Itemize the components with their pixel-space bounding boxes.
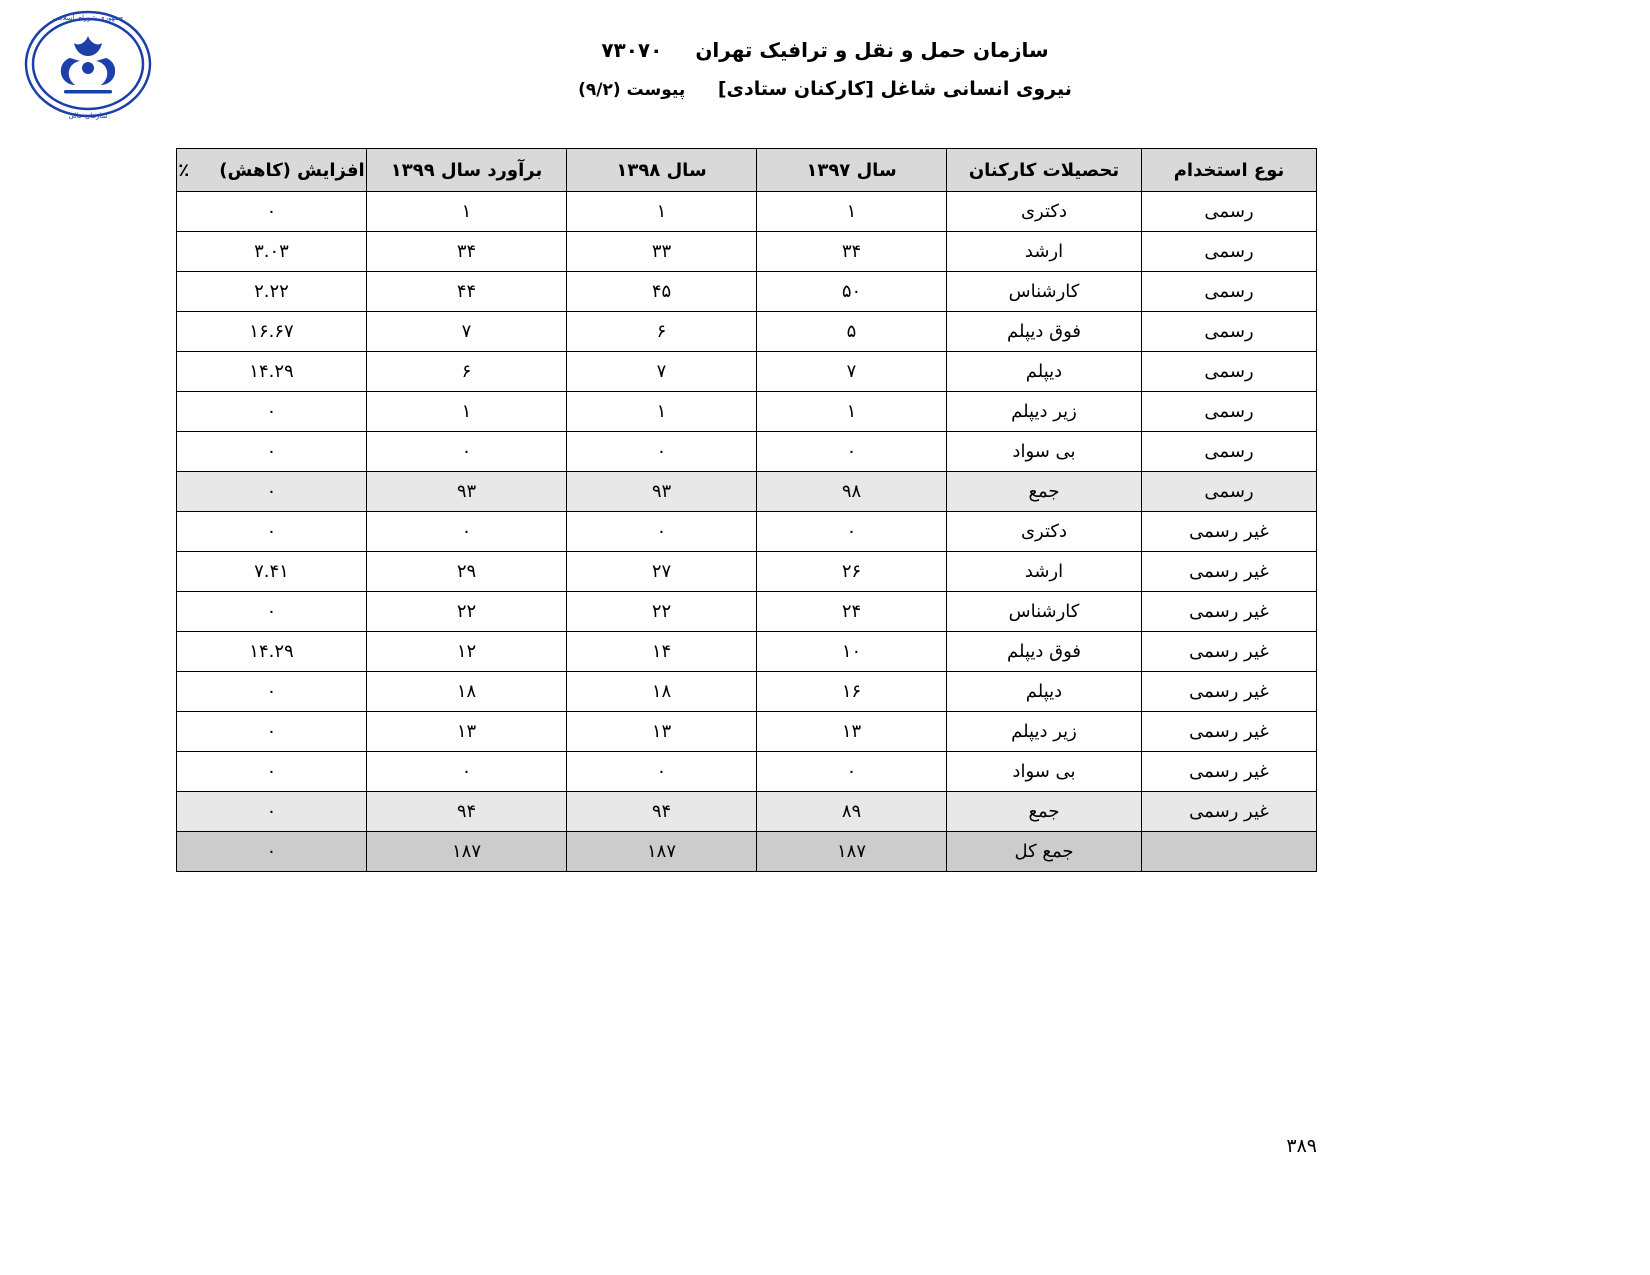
cell-change-percent: ۱۴.۲۹: [177, 352, 367, 392]
cell-education: دکتری: [947, 512, 1142, 552]
table-row: [177, 512, 1317, 552]
cell-estimate-1399: ۱: [367, 192, 567, 232]
cell-estimate-1399: ۳۴: [367, 232, 567, 272]
cell-estimate-1399: ۲۲: [367, 592, 567, 632]
cell-estimate-1399: ۱۸: [367, 672, 567, 712]
cell-change-percent: ۰: [177, 672, 367, 712]
cell-year-1397: ۱: [757, 192, 947, 232]
cell-year-1397: ۲۴: [757, 592, 947, 632]
table-row: [177, 752, 1317, 792]
cell-year-1397: ۰: [757, 512, 947, 552]
cell-estimate-1399: ۷: [367, 312, 567, 352]
cell-employment-type: غیر رسمی: [1142, 552, 1317, 592]
cell-year-1397: ۵۰: [757, 272, 947, 312]
cell-year-1397: ۳۴: [757, 232, 947, 272]
cell-change-percent: ۲.۲۲: [177, 272, 367, 312]
cell-change-percent: ۰: [177, 192, 367, 232]
cell-year-1398: ۱۸۷: [567, 832, 757, 872]
cell-year-1397: ۱۰: [757, 632, 947, 672]
cell-employment-type: رسمی: [1142, 192, 1317, 232]
cell-estimate-1399: ۹۳: [367, 472, 567, 512]
cell-education: ارشد: [947, 232, 1142, 272]
cell-employment-type: رسمی: [1142, 472, 1317, 512]
cell-employment-type: رسمی: [1142, 352, 1317, 392]
cell-employment-type: رسمی: [1142, 232, 1317, 272]
cell-year-1398: ۰: [567, 512, 757, 552]
cell-education: کارشناس: [947, 592, 1142, 632]
header-title-line: [0, 38, 1650, 62]
table-row: [177, 352, 1317, 392]
cell-change-percent: ۰: [177, 472, 367, 512]
cell-estimate-1399: ۰: [367, 512, 567, 552]
document-header: [0, 38, 1650, 100]
cell-year-1397: ۷: [757, 352, 947, 392]
cell-change-percent: ۰: [177, 792, 367, 832]
cell-estimate-1399: ۰: [367, 432, 567, 472]
cell-education: زیر دیپلم: [947, 392, 1142, 432]
table-row: [177, 792, 1317, 832]
percent-symbol: ٪: [178, 159, 190, 181]
cell-education: بی سواد: [947, 752, 1142, 792]
header-subtitle-line: [0, 78, 1650, 100]
table-row: [177, 832, 1317, 872]
table-row: [177, 632, 1317, 672]
report-table-wrapper: [177, 148, 1317, 872]
cell-employment-type: رسمی: [1142, 432, 1317, 472]
cell-employment-type: غیر رسمی: [1142, 592, 1317, 632]
cell-year-1398: ۱۸: [567, 672, 757, 712]
cell-year-1397: ۱۸۷: [757, 832, 947, 872]
cell-estimate-1399: ۱۲: [367, 632, 567, 672]
cell-year-1397: ۱۳: [757, 712, 947, 752]
cell-estimate-1399: ۱۳: [367, 712, 567, 752]
cell-employment-type: [1142, 832, 1317, 872]
cell-year-1398: ۲۷: [567, 552, 757, 592]
table-row: [177, 712, 1317, 752]
cell-education: بی سواد: [947, 432, 1142, 472]
cell-year-1398: ۱۴: [567, 632, 757, 672]
cell-year-1398: ۰: [567, 432, 757, 472]
appendix-label: پیوست (۹/۲): [578, 80, 686, 100]
cell-education: کارشناس: [947, 272, 1142, 312]
table-header-row: [177, 149, 1317, 192]
cell-year-1398: ۳۳: [567, 232, 757, 272]
table-body: [177, 192, 1317, 872]
document-code: ۷۳۰۷۰: [601, 38, 663, 62]
cell-change-percent: ۱۴.۲۹: [177, 632, 367, 672]
cell-employment-type: رسمی: [1142, 272, 1317, 312]
table-row: [177, 232, 1317, 272]
col-header-change-percent: [177, 149, 367, 192]
workforce-table: [176, 148, 1317, 872]
table-row: [177, 312, 1317, 352]
cell-education: دیپلم: [947, 672, 1142, 712]
cell-employment-type: غیر رسمی: [1142, 752, 1317, 792]
col-header-year-1398: سال ۱۳۹۸: [567, 149, 757, 192]
cell-year-1398: ۱: [567, 392, 757, 432]
cell-change-percent: ۰: [177, 832, 367, 872]
cell-estimate-1399: ۱۸۷: [367, 832, 567, 872]
cell-year-1397: ۰: [757, 752, 947, 792]
cell-employment-type: غیر رسمی: [1142, 792, 1317, 832]
cell-employment-type: غیر رسمی: [1142, 672, 1317, 712]
change-percent-label: افزایش (کاهش): [219, 159, 365, 181]
table-row: [177, 272, 1317, 312]
cell-year-1397: ۹۸: [757, 472, 947, 512]
svg-text:جمهوری شورای اسلامی: جمهوری شورای اسلامی: [52, 14, 124, 22]
col-header-year-1397: سال ۱۳۹۷: [757, 149, 947, 192]
table-row: [177, 592, 1317, 632]
page-number: ۳۸۹: [1286, 1135, 1317, 1157]
cell-year-1398: ۴۵: [567, 272, 757, 312]
cell-year-1398: ۱۳: [567, 712, 757, 752]
cell-employment-type: رسمی: [1142, 392, 1317, 432]
cell-change-percent: ۳.۰۳: [177, 232, 367, 272]
cell-change-percent: ۰: [177, 392, 367, 432]
cell-education: زیر دیپلم: [947, 712, 1142, 752]
cell-education: جمع: [947, 472, 1142, 512]
table-row: [177, 392, 1317, 432]
cell-year-1398: ۷: [567, 352, 757, 392]
cell-change-percent: ۰: [177, 432, 367, 472]
cell-employment-type: غیر رسمی: [1142, 512, 1317, 552]
table-row: [177, 552, 1317, 592]
cell-change-percent: ۰: [177, 592, 367, 632]
cell-estimate-1399: ۶: [367, 352, 567, 392]
document-subtitle: نیروی انسانی شاغل [کارکنان ستادی]: [717, 78, 1072, 100]
cell-education: جمع: [947, 792, 1142, 832]
cell-estimate-1399: ۴۴: [367, 272, 567, 312]
cell-year-1397: ۱۶: [757, 672, 947, 712]
col-header-employment-type: نوع استخدام: [1142, 149, 1317, 192]
cell-year-1398: ۹۳: [567, 472, 757, 512]
cell-year-1398: ۹۴: [567, 792, 757, 832]
cell-estimate-1399: ۲۹: [367, 552, 567, 592]
cell-year-1397: ۰: [757, 432, 947, 472]
table-row: [177, 472, 1317, 512]
cell-estimate-1399: ۱: [367, 392, 567, 432]
cell-employment-type: غیر رسمی: [1142, 632, 1317, 672]
cell-estimate-1399: ۹۴: [367, 792, 567, 832]
cell-employment-type: رسمی: [1142, 312, 1317, 352]
cell-education: ارشد: [947, 552, 1142, 592]
table-row: [177, 192, 1317, 232]
cell-year-1397: ۸۹: [757, 792, 947, 832]
cell-education: فوق دیپلم: [947, 632, 1142, 672]
cell-education: دیپلم: [947, 352, 1142, 392]
cell-year-1398: ۲۲: [567, 592, 757, 632]
cell-education: جمع کل: [947, 832, 1142, 872]
col-header-education: تحصیلات کارکنان: [947, 149, 1142, 192]
cell-education: فوق دیپلم: [947, 312, 1142, 352]
cell-change-percent: ۰: [177, 752, 367, 792]
cell-year-1397: ۵: [757, 312, 947, 352]
cell-change-percent: ۰: [177, 512, 367, 552]
cell-employment-type: غیر رسمی: [1142, 712, 1317, 752]
organization-name: سازمان حمل و نقل و ترافیک تهران: [695, 38, 1049, 62]
table-row: [177, 672, 1317, 712]
cell-estimate-1399: ۰: [367, 752, 567, 792]
cell-change-percent: ۷.۴۱: [177, 552, 367, 592]
svg-text:سازمان عالی: سازمان عالی: [68, 112, 108, 120]
table-row: [177, 432, 1317, 472]
col-header-estimate-1399: برآورد سال ۱۳۹۹: [367, 149, 567, 192]
cell-education: دکتری: [947, 192, 1142, 232]
cell-change-percent: ۱۶.۶۷: [177, 312, 367, 352]
cell-year-1397: ۱: [757, 392, 947, 432]
cell-year-1398: ۰: [567, 752, 757, 792]
cell-change-percent: ۰: [177, 712, 367, 752]
cell-year-1397: ۲۶: [757, 552, 947, 592]
cell-year-1398: ۶: [567, 312, 757, 352]
cell-year-1398: ۱: [567, 192, 757, 232]
